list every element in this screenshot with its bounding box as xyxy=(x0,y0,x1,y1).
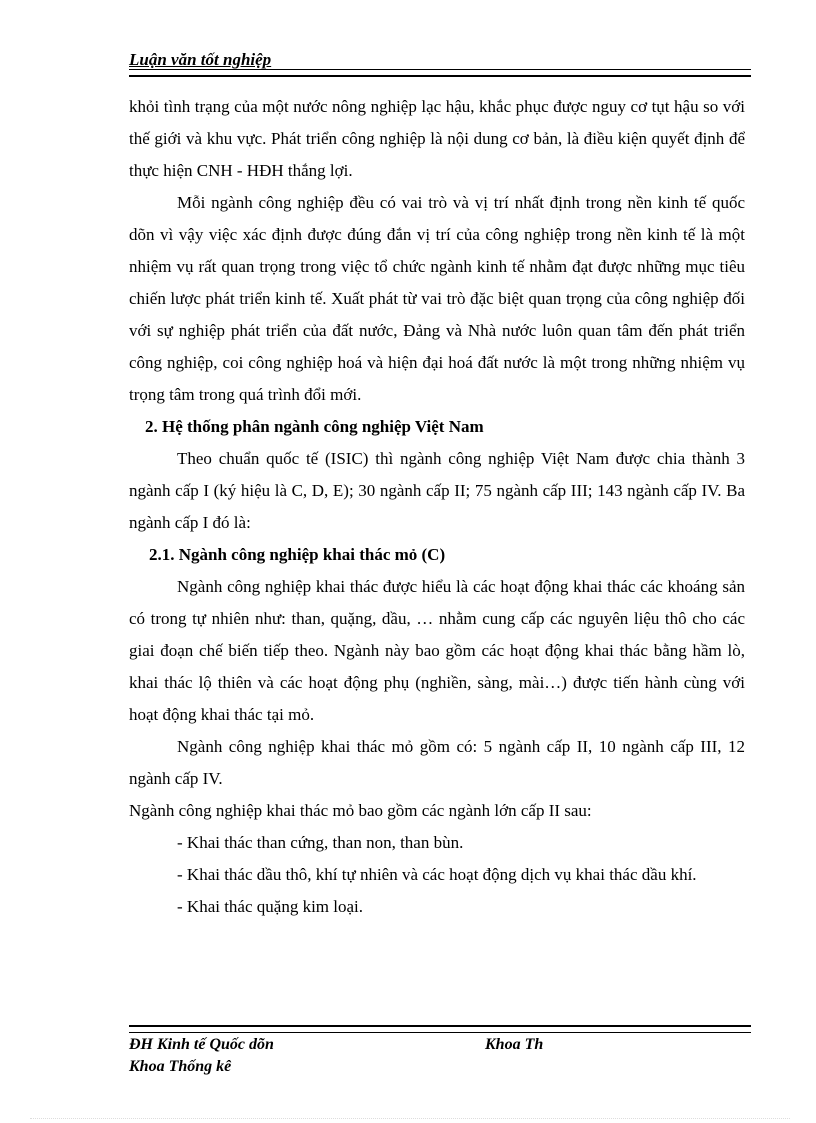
footer-right: Khoa Th xyxy=(485,1036,544,1053)
list-item: - Khai thác quặng kim loại. xyxy=(177,897,364,916)
page-edge-dotted-line xyxy=(30,1118,790,1119)
paragraph: Ngành công nghiệp khai thác mỏ bao gồm các ngành lớn cấp II sau: xyxy=(129,801,592,820)
section-heading: 2. Hệ thống phân ngành công nghiệp Việt Nam xyxy=(145,417,484,436)
list-item: - Khai thác than cứng, than non, than bùn. xyxy=(177,833,464,852)
paragraph: Ngành công nghiệp khai thác được hiểu là các hoạt động khai thác các khoáng sản có trong tự nhiên như: than, quặng, dầu, … nhằm cung cấp các nguyên liệu thô cho các giai đoạn chế biến tiếp theo. Ngành này bao gồm các hoạt động khai thác bằng hầm lò, khai thác lộ thiên và các hoạt động phụ (nghiền, sàng, mài…) được tiến hành cùng với hoạt động khai thác tại mỏ. xyxy=(129,577,745,724)
subsection-heading: 2.1. Ngành công nghiệp khai thác mỏ (C) xyxy=(149,545,446,564)
footer-double-rule xyxy=(129,1025,751,1033)
running-header-title: Luận văn tốt nghiệp xyxy=(129,50,272,69)
page-body xyxy=(129,91,745,923)
footer-university: ĐH Kinh tế Quốc dõn xyxy=(129,1036,274,1053)
footer-left xyxy=(129,1034,274,1078)
footer-faculty: Khoa Thống kê xyxy=(129,1058,232,1075)
paragraph: Mỗi ngành công nghiệp đều có vai trò và vị trí nhất định trong nền kinh tế quốc dõn vì vậy việc xác định được đúng đắn vị trí của công nghiệp trong nền kinh tế là một nhiệm vụ rất quan trọng trong việc tổ chức ngành kinh tế nhằm đạt được những mục tiêu chiến lược phát triển kinh tế. Xuất phát từ vai trò đặc biệt quan trọng của công nghiệp đối với sự nghiệp phát triển của đất nước, Đảng và Nhà nước luôn quan tâm đến phát triển công nghiệp, coi công nghiệp hoá và hiện đại hoá đất nước là một trong những nhiệm vụ trọng tâm trong quá trình đổi mới. xyxy=(129,193,745,404)
list-item: - Khai thác dầu thô, khí tự nhiên và các hoạt động dịch vụ khai thác dầu khí. xyxy=(177,865,697,884)
paragraph: Ngành công nghiệp khai thác mỏ gồm có: 5 ngành cấp II, 10 ngành cấp III, 12 ngành cấp IV. xyxy=(129,737,745,788)
paragraph: khỏi tình trạng của một nước nông nghiệp lạc hậu, khắc phục được nguy cơ tụt hậu so với thế giới và khu vực. Phát triển công nghiệp là nội dung cơ bản, là điều kiện quyết định để thực hiện CNH - HĐH thắng lợi. xyxy=(129,97,745,180)
paragraph: Theo chuẩn quốc tế (ISIC) thì ngành công nghiệp Việt Nam được chia thành 3 ngành cấp I (ký hiệu là C, D, E); 30 ngành cấp II; 75 ngành cấp III; 143 ngành cấp IV. Ba ngành cấp I đó là: xyxy=(129,449,745,532)
header-double-rule xyxy=(129,69,751,77)
